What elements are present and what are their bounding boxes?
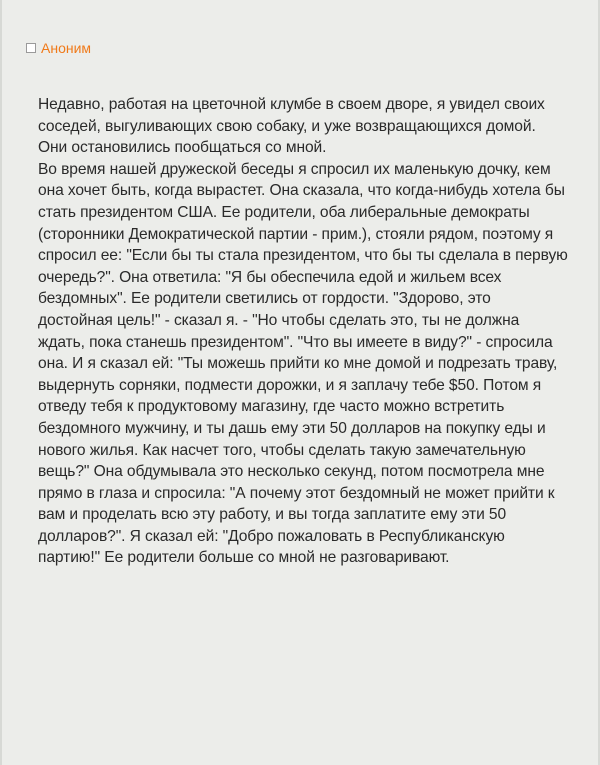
checkbox-icon[interactable] [26, 43, 36, 53]
post-paragraph-2: Во время нашей дружеской беседы я спросил их маленькую дочку, кем она хочет быть, когда вырастет. Она сказала, что когда-нибудь хотела бы стать президентом США. Ее родители, оба либеральные демократы (сторонники Демократической партии - прим.), стояли рядом, поэтому я спросил ее: "Если бы ты стала президентом, что бы ты сделала в первую очередь?". Она ответила: "Я бы обеспечила едой и жильем всех бездомных". Ее родители светились от гордости. "Здорово, это достойная цель!" - сказал я. - "Но чтобы сделать это, ты не должна ждать, пока станешь президентом". "Что вы имеете в виду?" - спросила она. И я сказал ей: "Ты можешь прийти ко мне домой и подрезать траву, выдернуть сорняки, подмести дорожки, и я заплачу тебе $50. Потом я отведу тебя к продуктовому магазину, где часто можно встретить бездомного мужчину, и ты дашь ему эти 50 долларов на покупку еды и нового жилья. Как насчет того, чтобы сделать такую замечательную вещь?" Она обдумывала это несколько секунд, потом посмотрела мне прямо в глаза и спросила: "А почему этот бездомный не может прийти к вам и проделать всю эту работу, и вы тогда заплатите ему эти 50 долларов?". Я сказал ей: "Добро пожаловать в Республиканскую партию!" Ее родители больше со мной не разговаривают. [38, 160, 568, 567]
post-body [38, 94, 568, 569]
author-name[interactable]: Аноним [41, 40, 92, 56]
post-paragraph-1: Недавно, работая на цветочной клумбе в своем дворе, я увидел своих соседей, выгуливающих свою собаку, и уже возвращающихся домой. Они остановились пообщаться со мной. [38, 96, 545, 157]
author-row [26, 40, 91, 56]
